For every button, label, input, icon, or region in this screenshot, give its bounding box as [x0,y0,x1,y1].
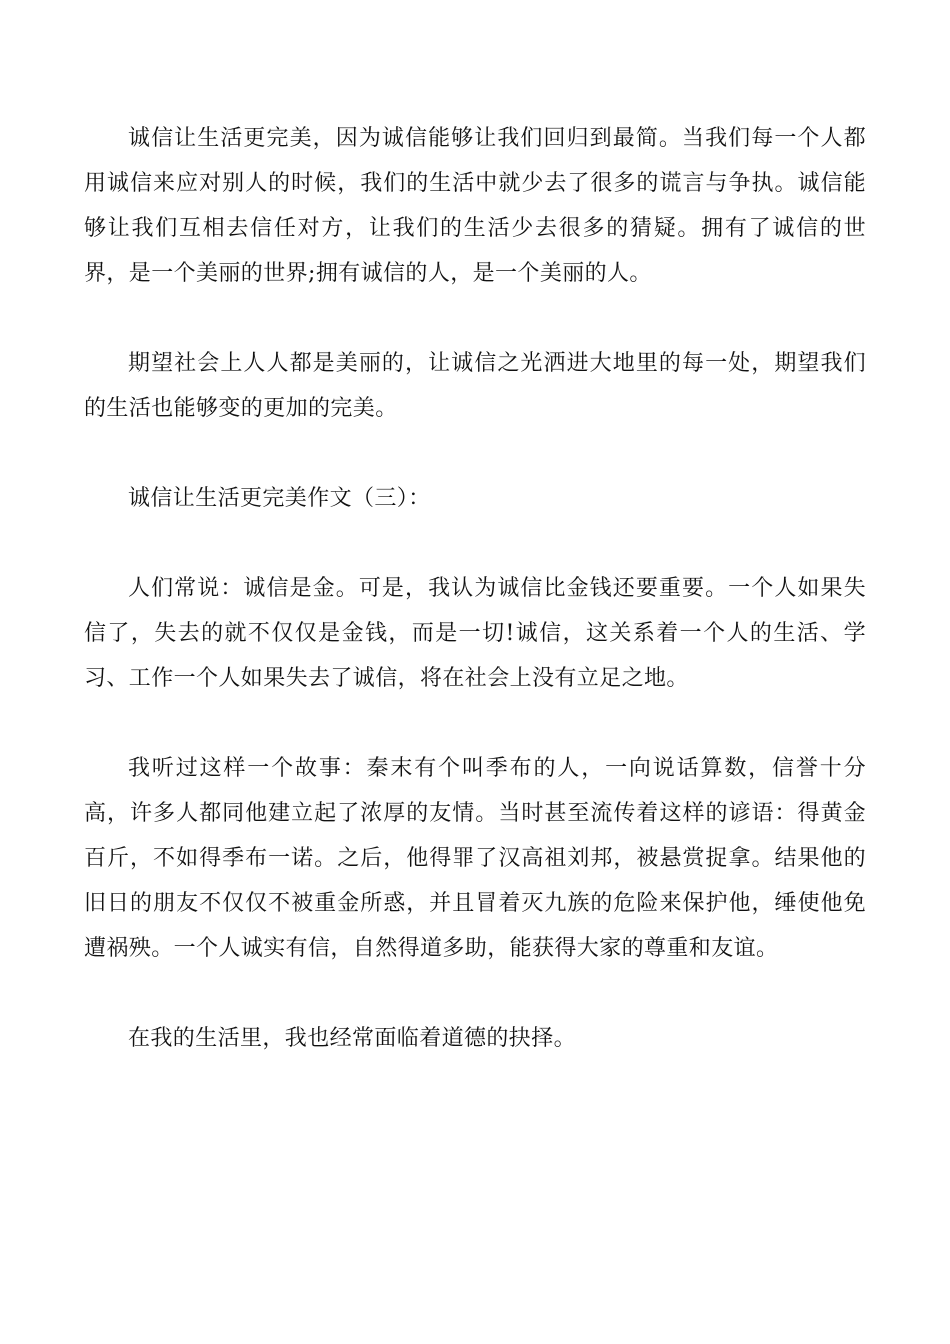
section-heading: 诚信让生活更完美作文（三）： [128,486,431,511]
paragraph-3: 人们常说：诚信是金。可是，我认为诚信比金钱还要重要。一个人如果失信了，失去的就不仅仅是金钱，而是一切!诚信，这关系着一个人的生活、学习、工作一个人如果失去了诚信，将在社会上没有立足之地。 [84,576,866,691]
paragraph-1: 诚信让生活更完美，因为诚信能够让我们回归到最简。当我们每一个人都用诚信来应对别人的时候，我们的生活中就少去了很多的谎言与争执。诚信能够让我们互相去信任对方，让我们的生活少去很多的猜疑。拥有了诚信的世界，是一个美丽的世界;拥有诚信的人，是一个美丽的人。 [84,126,866,286]
document-body [84,116,866,1106]
paragraph-2: 期望社会上人人都是美丽的，让诚信之光洒进大地里的每一处，期望我们的生活也能够变的更加的完美。 [84,351,866,421]
paragraph-5: 在我的生活里，我也经常面临着道德的抉择。 [128,1026,577,1051]
paragraph-4: 我听过这样一个故事：秦末有个叫季布的人，一向说话算数，信誉十分高，许多人都同他建立起了浓厚的友情。当时甚至流传着这样的谚语：得黄金百斤，不如得季布一诺。之后，他得罪了汉高祖刘邦，被悬赏捉拿。结果他的旧日的朋友不仅仅不被重金所惑，并且冒着灭九族的危险来保护他，缍使他免遭祸殃。一个人诚实有信，自然得道多助，能获得大家的尊重和友谊。 [84,756,866,961]
